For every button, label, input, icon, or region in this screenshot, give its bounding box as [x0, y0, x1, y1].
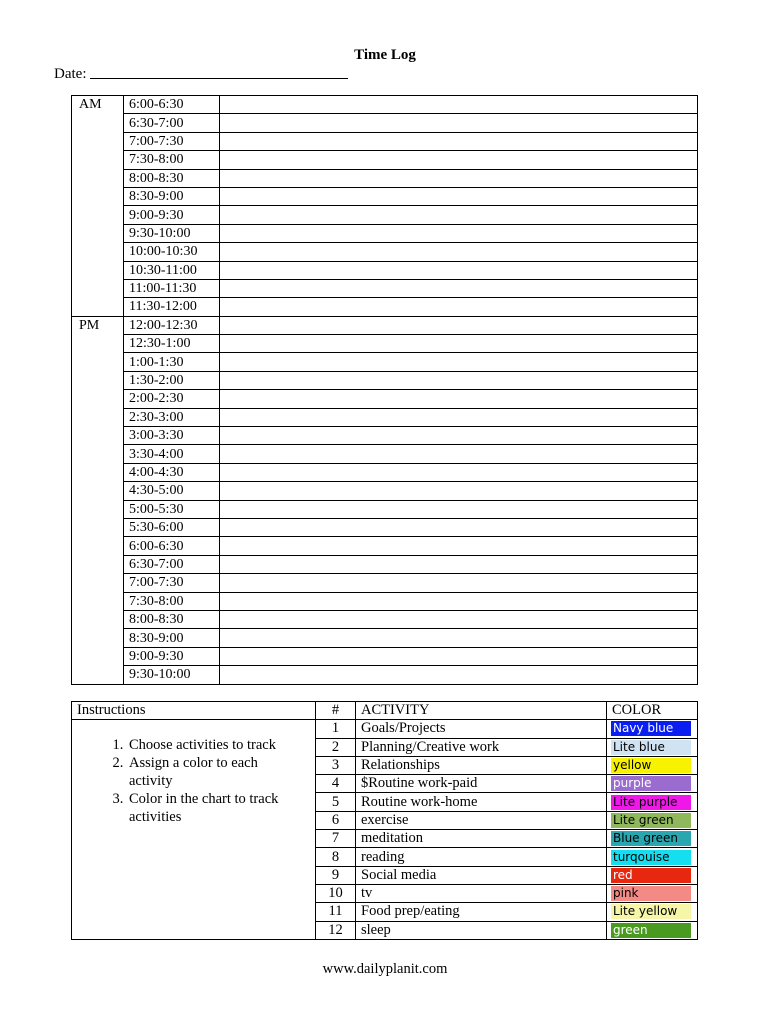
activity-color-cell	[607, 738, 698, 756]
time-slot-label: 11:30-12:00	[124, 298, 220, 316]
time-slot-label: 10:00-10:30	[124, 243, 220, 261]
activity-number: 7	[316, 830, 356, 848]
activity-entry-cell[interactable]	[220, 371, 698, 389]
time-slot-row	[72, 114, 698, 132]
time-slot-label: 4:00-4:30	[124, 463, 220, 481]
time-slot-label: 6:30-7:00	[124, 555, 220, 573]
time-slot-row	[72, 316, 698, 334]
activity-name: meditation	[356, 830, 607, 848]
activity-name: tv	[356, 884, 607, 902]
activity-color-cell	[607, 903, 698, 921]
activity-entry-cell[interactable]	[220, 206, 698, 224]
time-slot-row	[72, 371, 698, 389]
color-swatch: Blue green	[611, 831, 691, 846]
time-slot-label: 3:00-3:30	[124, 427, 220, 445]
time-slot-label: 5:30-6:00	[124, 518, 220, 536]
activity-number: 8	[316, 848, 356, 866]
activity-entry-cell[interactable]	[220, 666, 698, 684]
activity-legend-body	[72, 702, 698, 940]
time-slot-row	[72, 169, 698, 187]
time-slot-row	[72, 151, 698, 169]
activity-entry-cell[interactable]	[220, 482, 698, 500]
instructions-header: Instructions	[72, 702, 316, 720]
time-slot-label: 2:30-3:00	[124, 408, 220, 426]
time-slot-row	[72, 390, 698, 408]
activity-entry-cell[interactable]	[220, 647, 698, 665]
color-header: COLOR	[607, 702, 698, 720]
time-slot-label: 8:00-8:30	[124, 169, 220, 187]
activity-color-cell	[607, 921, 698, 939]
activity-color-cell	[607, 793, 698, 811]
activity-name: $Routine work-paid	[356, 775, 607, 793]
time-slot-row	[72, 666, 698, 684]
time-slot-label: 8:30-9:00	[124, 629, 220, 647]
activity-name: reading	[356, 848, 607, 866]
footer-url: www.dailyplanit.com	[322, 961, 448, 977]
instructions-cell	[72, 720, 316, 940]
time-slot-label: 9:30-10:00	[124, 666, 220, 684]
color-swatch: green	[611, 923, 691, 938]
period-label-am: AM	[72, 96, 124, 317]
activity-name: Routine work-home	[356, 793, 607, 811]
color-swatch: Navy blue	[611, 721, 691, 736]
activity-number: 10	[316, 884, 356, 902]
time-slot-label: 6:00-6:30	[124, 537, 220, 555]
time-slot-label: 8:00-8:30	[124, 610, 220, 628]
number-header: #	[316, 702, 356, 720]
activity-entry-cell[interactable]	[220, 151, 698, 169]
activity-entry-cell[interactable]	[220, 187, 698, 205]
instructions-list	[77, 736, 315, 826]
time-slot-label: 6:30-7:00	[124, 114, 220, 132]
activity-color-cell	[607, 756, 698, 774]
instruction-step: 2. Assign a color to each activity	[127, 754, 304, 790]
activity-color-cell	[607, 775, 698, 793]
color-swatch: pink	[611, 886, 691, 901]
activity-name: Social media	[356, 866, 607, 884]
activity-number: 5	[316, 793, 356, 811]
activity-entry-cell[interactable]	[220, 445, 698, 463]
time-slot-label: 7:00-7:30	[124, 574, 220, 592]
time-slot-row	[72, 427, 698, 445]
activity-entry-cell[interactable]	[220, 555, 698, 573]
time-slot-label: 7:00-7:30	[124, 132, 220, 150]
time-slot-label: 11:00-11:30	[124, 279, 220, 297]
time-slot-row	[72, 482, 698, 500]
activity-entry-cell[interactable]	[220, 500, 698, 518]
activity-entry-cell[interactable]	[220, 169, 698, 187]
activity-entry-cell[interactable]	[220, 537, 698, 555]
activity-row	[72, 720, 698, 738]
activity-number: 4	[316, 775, 356, 793]
activity-number: 12	[316, 921, 356, 939]
color-swatch: turqouise	[611, 850, 691, 865]
time-slot-row	[72, 187, 698, 205]
activity-name: exercise	[356, 811, 607, 829]
activity-entry-cell[interactable]	[220, 629, 698, 647]
time-slot-row	[72, 132, 698, 150]
activity-entry-cell[interactable]	[220, 574, 698, 592]
time-slot-row	[72, 500, 698, 518]
time-slot-row	[72, 555, 698, 573]
time-log-table	[71, 95, 698, 685]
color-swatch: red	[611, 868, 691, 883]
color-swatch: yellow	[611, 758, 691, 773]
time-slot-row	[72, 224, 698, 242]
activity-entry-cell[interactable]	[220, 132, 698, 150]
activity-number: 2	[316, 738, 356, 756]
time-slot-label: 2:00-2:30	[124, 390, 220, 408]
time-slot-row	[72, 574, 698, 592]
color-swatch: Lite green	[611, 813, 691, 828]
color-swatch: purple	[611, 776, 691, 791]
activity-color-cell	[607, 811, 698, 829]
time-slot-label: 4:30-5:00	[124, 482, 220, 500]
activity-entry-cell[interactable]	[220, 518, 698, 536]
time-slot-row	[72, 408, 698, 426]
activity-color-cell	[607, 830, 698, 848]
activity-entry-cell[interactable]	[220, 427, 698, 445]
activity-color-cell	[607, 720, 698, 738]
activity-entry-cell[interactable]	[220, 610, 698, 628]
time-slot-row	[72, 96, 698, 114]
time-slot-label: 9:30-10:00	[124, 224, 220, 242]
activity-name: Relationships	[356, 756, 607, 774]
date-label: Date:	[54, 66, 87, 82]
activity-entry-cell[interactable]	[220, 96, 698, 114]
activity-color-cell	[607, 848, 698, 866]
activity-entry-cell[interactable]	[220, 335, 698, 353]
time-slot-label: 5:00-5:30	[124, 500, 220, 518]
activity-color-cell	[607, 884, 698, 902]
time-slot-row	[72, 647, 698, 665]
activity-entry-cell[interactable]	[220, 463, 698, 481]
time-slot-row	[72, 445, 698, 463]
activity-number: 1	[316, 720, 356, 738]
time-slot-row	[72, 610, 698, 628]
activity-entry-cell[interactable]	[220, 114, 698, 132]
time-slot-row	[72, 537, 698, 555]
activity-entry-cell[interactable]	[220, 592, 698, 610]
legend-header-row	[72, 702, 698, 720]
time-slot-label: 9:00-9:30	[124, 647, 220, 665]
time-slot-row	[72, 335, 698, 353]
activity-entry-cell[interactable]	[220, 353, 698, 371]
page-title: Time Log	[354, 47, 416, 63]
activity-legend-table	[71, 701, 698, 940]
activity-entry-cell[interactable]	[220, 390, 698, 408]
activity-entry-cell[interactable]	[220, 408, 698, 426]
activity-number: 11	[316, 903, 356, 921]
time-slot-label: 10:30-11:00	[124, 261, 220, 279]
activity-entry-cell[interactable]	[220, 279, 698, 297]
activity-header: ACTIVITY	[356, 702, 607, 720]
color-swatch: Lite blue	[611, 740, 691, 755]
activity-color-cell	[607, 866, 698, 884]
activity-name: Planning/Creative work	[356, 738, 607, 756]
time-slot-label: 8:30-9:00	[124, 187, 220, 205]
time-slot-row	[72, 353, 698, 371]
activity-name: Goals/Projects	[356, 720, 607, 738]
time-slot-row	[72, 463, 698, 481]
time-slot-row	[72, 206, 698, 224]
time-slot-row	[72, 243, 698, 261]
time-slot-row	[72, 298, 698, 316]
time-slot-label: 9:00-9:30	[124, 206, 220, 224]
activity-number: 6	[316, 811, 356, 829]
time-slot-label: 3:30-4:00	[124, 445, 220, 463]
activity-entry-cell[interactable]	[220, 298, 698, 316]
period-label-pm: PM	[72, 316, 124, 684]
instruction-step: 1. Choose activities to track	[127, 736, 304, 754]
date-write-line[interactable]	[90, 78, 348, 79]
time-slot-label: 7:30-8:00	[124, 151, 220, 169]
color-swatch: Lite yellow	[611, 904, 691, 919]
color-swatch: Lite purple	[611, 795, 691, 810]
activity-entry-cell[interactable]	[220, 224, 698, 242]
activity-number: 3	[316, 756, 356, 774]
activity-number: 9	[316, 866, 356, 884]
time-slot-row	[72, 279, 698, 297]
activity-name: sleep	[356, 921, 607, 939]
time-slot-label: 12:30-1:00	[124, 335, 220, 353]
activity-entry-cell[interactable]	[220, 261, 698, 279]
time-slot-row	[72, 518, 698, 536]
time-slot-label: 12:00-12:30	[124, 316, 220, 334]
activity-entry-cell[interactable]	[220, 243, 698, 261]
time-slot-label: 7:30-8:00	[124, 592, 220, 610]
time-slot-label: 1:30-2:00	[124, 371, 220, 389]
time-log-body	[72, 96, 698, 685]
activity-entry-cell[interactable]	[220, 316, 698, 334]
time-slot-row	[72, 261, 698, 279]
instruction-step: 3. Color in the chart to track activities	[127, 790, 304, 826]
time-slot-label: 1:00-1:30	[124, 353, 220, 371]
time-slot-label: 6:00-6:30	[124, 96, 220, 114]
time-slot-row	[72, 592, 698, 610]
activity-name: Food prep/eating	[356, 903, 607, 921]
time-slot-row	[72, 629, 698, 647]
